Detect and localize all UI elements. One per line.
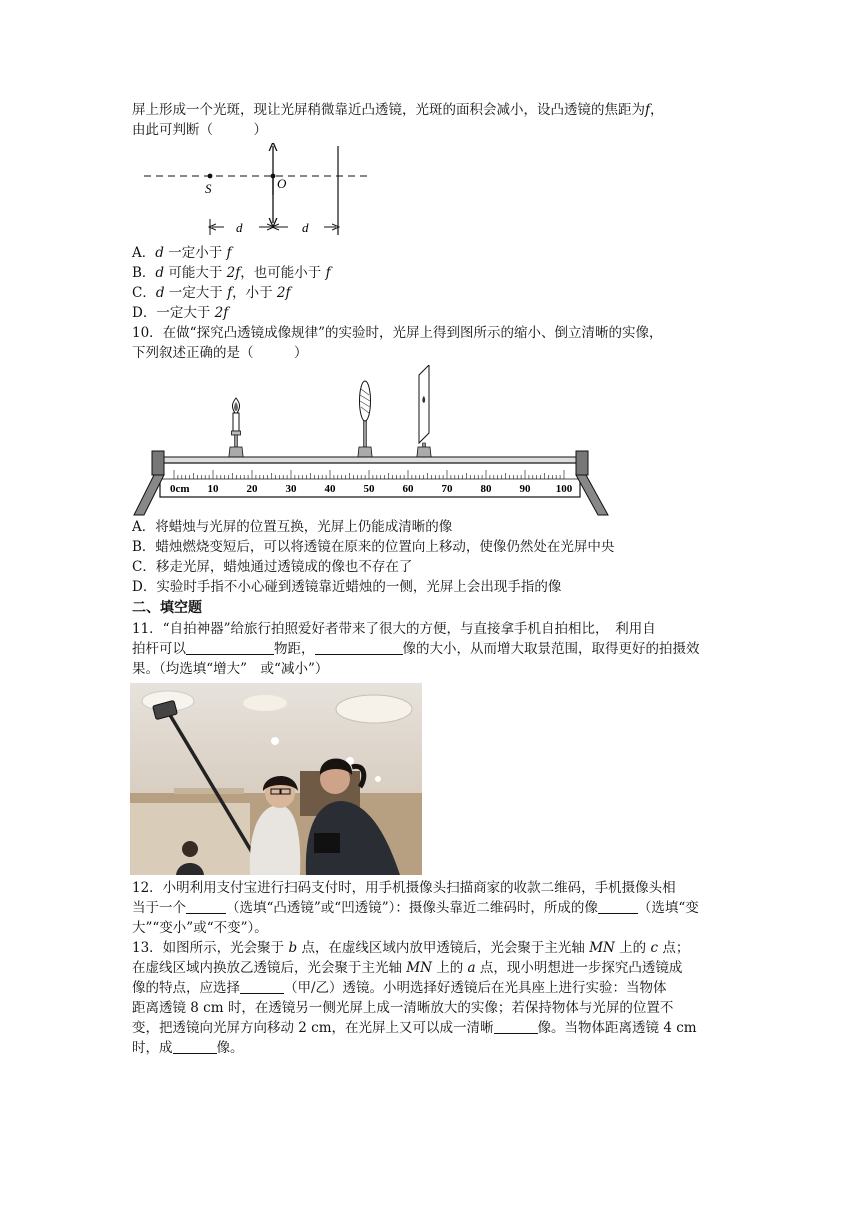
q13-stem-line-5: 变，把透镜向光屏方向移动 2 cm，在光屏上又可以成一清晰 像。当物体距离透镜 4 cm xyxy=(132,1020,697,1036)
q10-option-b: B．蜡烛燃烧变短后，可以将透镜在原来的位置向上移动，使像仍然处在光屏中央 xyxy=(132,539,615,555)
label-s: S xyxy=(205,181,212,196)
q13-blank-3[interactable] xyxy=(173,1039,217,1054)
q13-stem-line-2: 在虚线区域内换放乙透镜后，光会聚于主光轴 MN 上的 a 点，现小明想进一步探究凸透镜成 xyxy=(132,960,683,976)
scale-label: 70 xyxy=(441,483,453,495)
scale-label: 50 xyxy=(363,483,375,495)
q12-blank-2[interactable] xyxy=(598,899,638,914)
scale-label: 0cm xyxy=(170,483,190,495)
label-d-left: d xyxy=(236,220,243,235)
scale-label: 30 xyxy=(285,483,297,495)
section-heading-fill-in: 二、填空题 xyxy=(132,600,202,616)
bench-top-rail xyxy=(160,457,580,463)
q10-stem-line-2: 下列叙述正确的是（ ） xyxy=(132,345,308,361)
q13-stem-line-1: 13．如图所示，光会聚于 b 点，在虚线区域内放甲透镜后，光会聚于主光轴 MN 上的 c 点； xyxy=(132,940,690,956)
q9-stem-line-1: 屏上形成一个光斑，现让光屏稍微靠近凸透镜，光斑的面积会减小，设凸透镜的焦距为f， xyxy=(132,102,664,118)
label-o: O xyxy=(277,176,287,191)
q13-stem-line-3: 像的特点，应选择 （甲/乙）透镜。小明选择好透镜后在光具座上进行实验：当物体 xyxy=(132,980,667,996)
scale-label: 100 xyxy=(555,483,573,495)
q12-stem-line-1: 12．小明利用支付宝进行扫码支付时，用手机摄像头扫描商家的收款二维码，手机摄像头相 xyxy=(132,880,676,896)
q9-option-a: A．d 一定小于 f xyxy=(132,245,232,261)
scale-label: 90 xyxy=(519,483,531,495)
bench-right-leg xyxy=(576,475,608,515)
q13-stem-line-6: 时，成 像。 xyxy=(132,1040,244,1056)
selfie-stick-photo xyxy=(130,683,422,875)
q13-blank-1[interactable] xyxy=(240,979,284,994)
q11-blank-2[interactable] xyxy=(315,640,403,655)
q11-stem-line-2: 拍杆可以 物距， 像的大小，从而增大取景范围，取得更好的拍摄效 xyxy=(132,641,700,657)
candle xyxy=(228,398,244,465)
optical-bench-diagram xyxy=(132,365,612,517)
scale-label: 60 xyxy=(402,483,414,495)
scale-label: 40 xyxy=(324,483,336,495)
bench-right-block xyxy=(576,451,588,475)
q11-stem-line-3: 果。（均选填“增大” 或“减小”） xyxy=(132,661,329,677)
optical-center-o xyxy=(271,174,276,179)
q11-blank-1[interactable] xyxy=(186,640,274,655)
q13-stem-line-4: 距离透镜 8 cm 时，在透镜另一侧光屏上成一清晰放大的实像；若保持物体与光屏的位置不 xyxy=(132,1000,674,1016)
convex-lens-holder xyxy=(357,381,373,465)
q10-stem-line-1: 10．在做“探究凸透镜成像规律”的实验时，光屏上得到图所示的缩小、倒立清晰的实像， xyxy=(132,325,663,341)
q10-option-c: C．移走光屏，蜡烛通过透镜成的像也不存在了 xyxy=(132,559,413,575)
q12-stem-line-2: 当于一个 （选填“凸透镜”或“凹透镜”）：摄像头靠近二维码时，所成的像 （选填“变 xyxy=(132,900,699,916)
q11-stem-line-1: 11．“自拍神器”给旅行拍照爱好者带来了很大的方便，与直接拿手机自拍相比， 利用自 xyxy=(132,621,656,637)
scale-label: 80 xyxy=(480,483,492,495)
q12-stem-line-3: 大”“变小”或“不变”）。 xyxy=(132,920,268,936)
q12-blank-1[interactable] xyxy=(186,899,226,914)
bench-left-block xyxy=(152,451,164,475)
scale-label: 10 xyxy=(207,483,219,495)
label-d-right: d xyxy=(302,220,309,235)
q10-option-a: A．将蜡烛与光屏的位置互换，光屏上仍能成清晰的像 xyxy=(132,519,453,535)
scale-label: 20 xyxy=(246,483,258,495)
q9-option-c: C．d 一定大于 f，小于 2f xyxy=(132,285,291,301)
light-screen-holder xyxy=(416,365,432,465)
worksheet-page xyxy=(132,100,732,1058)
point-source-s xyxy=(208,174,213,179)
q9-option-d: D．一定大于 2f xyxy=(132,305,229,321)
q10-option-d: D．实验时手指不小心碰到透镜靠近蜡烛的一侧，光屏上会出现手指的像 xyxy=(132,579,562,595)
q9-stem-line-2: 由此可判断（ ） xyxy=(132,122,267,138)
q9-lens-diagram xyxy=(132,143,372,243)
q9-option-b: B．d 可能大于 2f，也可能小于 f xyxy=(132,265,331,281)
q13-blank-2[interactable] xyxy=(494,1019,538,1034)
